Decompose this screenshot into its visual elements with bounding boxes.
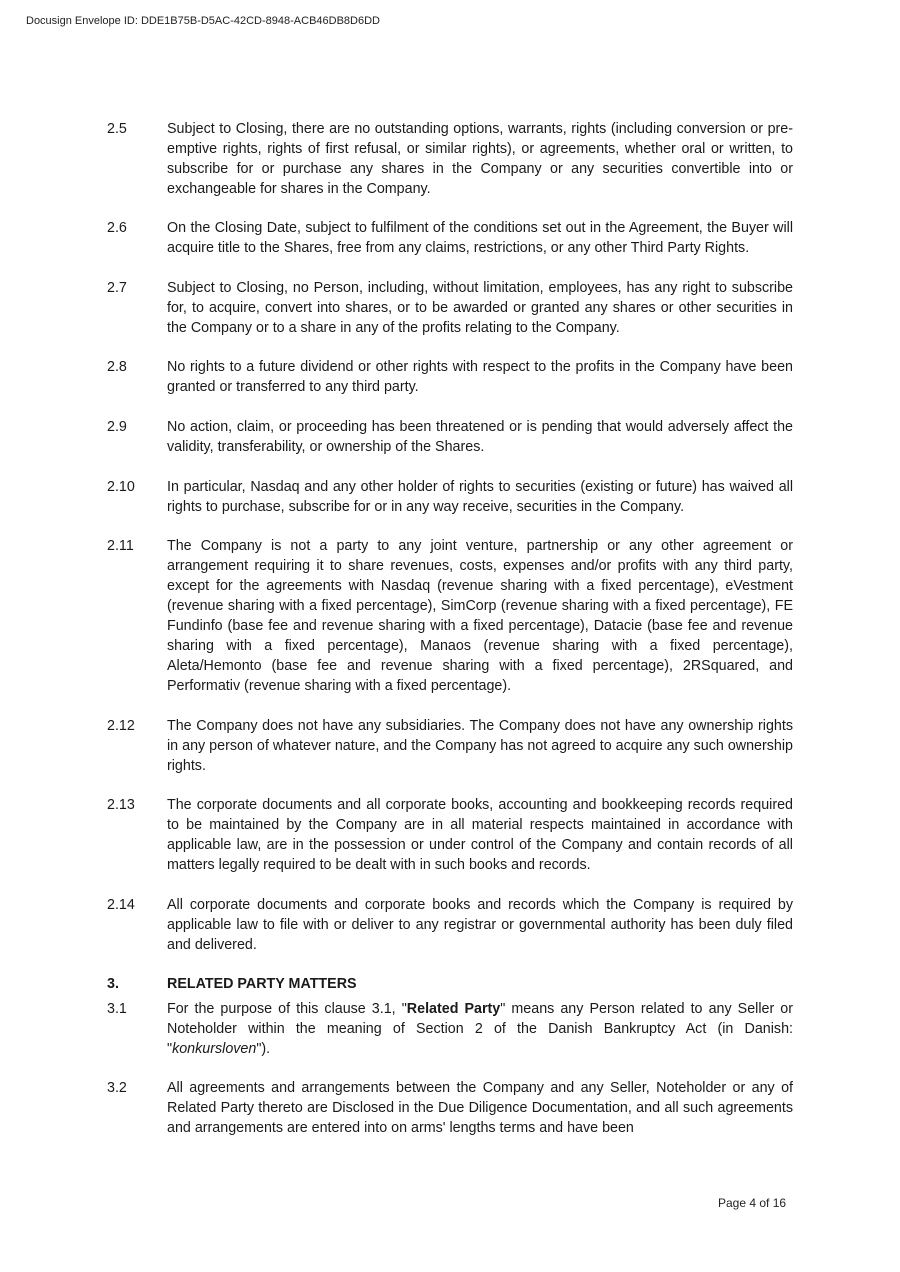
clause-2-8 [107, 357, 793, 397]
clause-2-7 [107, 278, 793, 338]
clause-2-12 [107, 716, 793, 776]
clause-number: 2.13 [107, 797, 135, 813]
clause-number: 3.2 [107, 1080, 127, 1096]
clause-text: In particular, Nasdaq and any other holder of rights to securities (existing or future) has waived all rights to purchase, subscribe for or in any way receive, securities in the Company. [167, 479, 793, 515]
clause-text: The Company does not have any subsidiaries. The Company does not have any ownership rights in any person of whatever nature, and the Company has not agreed to acquire any such ownership rights. [167, 718, 793, 774]
clause-number: 2.8 [107, 359, 127, 375]
clause-text: On the Closing Date, subject to fulfilment of the conditions set out in the Agreement, the Buyer will acquire title to the Shares, free from any claims, restrictions, or any other Third Party Rights. [167, 220, 793, 256]
clause-2-11 [107, 536, 793, 696]
danish-term: konkursloven [172, 1041, 257, 1057]
clause-number: 2.11 [107, 538, 134, 554]
clause-3-1 [107, 999, 793, 1059]
clause-2-9 [107, 417, 793, 457]
section-heading-related-party-matters [107, 974, 793, 994]
clause-text: All agreements and arrangements between the Company and any Seller, Noteholder or any of Related Party thereto are Disclosed in the Due Diligence Documentation, and all such agreements and arrangements are entered into on arms' lengths terms and have been [167, 1080, 793, 1136]
clause-2-13 [107, 795, 793, 875]
clause-text: Subject to Closing, there are no outstanding options, warrants, rights (including conversion or pre-emptive rights, rights of first refusal, or similar rights), or agreements, whether oral or written, to subscribe for or purchase any shares in the Company or any securities convertible into or exchangeable for shares in the Company. [167, 121, 793, 197]
clause-2-6 [107, 218, 793, 258]
clause-2-5 [107, 119, 793, 199]
clause-number: 2.12 [107, 718, 135, 734]
clause-number: 2.5 [107, 121, 127, 137]
clause-number: 2.14 [107, 897, 135, 913]
clause-3-2 [107, 1078, 793, 1138]
clause-number: 2.10 [107, 479, 135, 495]
clause-text: The Company is not a party to any joint venture, partnership or any other agreement or arrangement requiring it to share revenues, costs, expenses and/or profits with any third party, except for the agreements with Nasdaq (revenue sharing with a fixed percentage), eVestment (revenue sharing with a fixed percentage), SimCorp (revenue sharing with a fixed percentage), FE Fundinfo (base fee and revenue sharing with a fixed percentage), Datacie (base fee and revenue sharing with a fixed percentage), Manaos (revenue sharing with a fixed percentage), Aleta/Hemonto (base fee and revenue sharing with a fixed percentage), 2RSquared, and Performativ (revenue sharing with a fixed percentage). [167, 538, 793, 694]
docusign-envelope-id: Docusign Envelope ID: DDE1B75B-D5AC-42CD-8948-ACB46DB8D6DD [26, 15, 380, 27]
defined-term: Related Party [406, 1001, 501, 1017]
clause-2-14 [107, 895, 793, 955]
clause-text-part: " means any Person related to any Seller or Noteholder within the meaning of Section 2 of the Danish Bankruptcy Act (in Danish: " [167, 1001, 793, 1057]
clause-2-10 [107, 477, 793, 517]
clause-text: Subject to Closing, no Person, including, without limitation, employees, has any right to subscribe for, to acquire, convert into shares, or to be awarded or granted any shares or other securities in the Company or to a share in any of the profits relating to the Company. [167, 280, 793, 336]
page-number: Page 4 of 16 [718, 1196, 787, 1210]
clause-text-part: For the purpose of this clause 3.1, " [167, 1001, 407, 1017]
clause-text: The corporate documents and all corporate books, accounting and bookkeeping records required to be maintained by the Company are in all material respects maintained in accordance with applicable law, are in the possession or under control of the Company and contain records of all matters legally required to be dealt with in such books and records. [167, 797, 793, 873]
clause-number: 3.1 [107, 1001, 127, 1017]
clause-number: 2.6 [107, 220, 127, 236]
clause-text [167, 999, 793, 1059]
clause-text: No rights to a future dividend or other rights with respect to the profits in the Company have been granted or transferred to any third party. [167, 359, 793, 395]
clause-number: 2.9 [107, 419, 127, 435]
clause-text-part: "). [256, 1041, 271, 1057]
clause-number: 2.7 [107, 280, 127, 296]
section-title: RELATED PARTY MATTERS [167, 976, 357, 992]
clause-text: No action, claim, or proceeding has been threatened or is pending that would adversely affect the validity, transferability, or ownership of the Shares. [167, 419, 793, 455]
section-number: 3. [107, 976, 119, 992]
clause-text: All corporate documents and corporate books and records which the Company is required by applicable law to file with or deliver to any registrar or governmental authority has been duly filed and delivered. [167, 897, 793, 953]
